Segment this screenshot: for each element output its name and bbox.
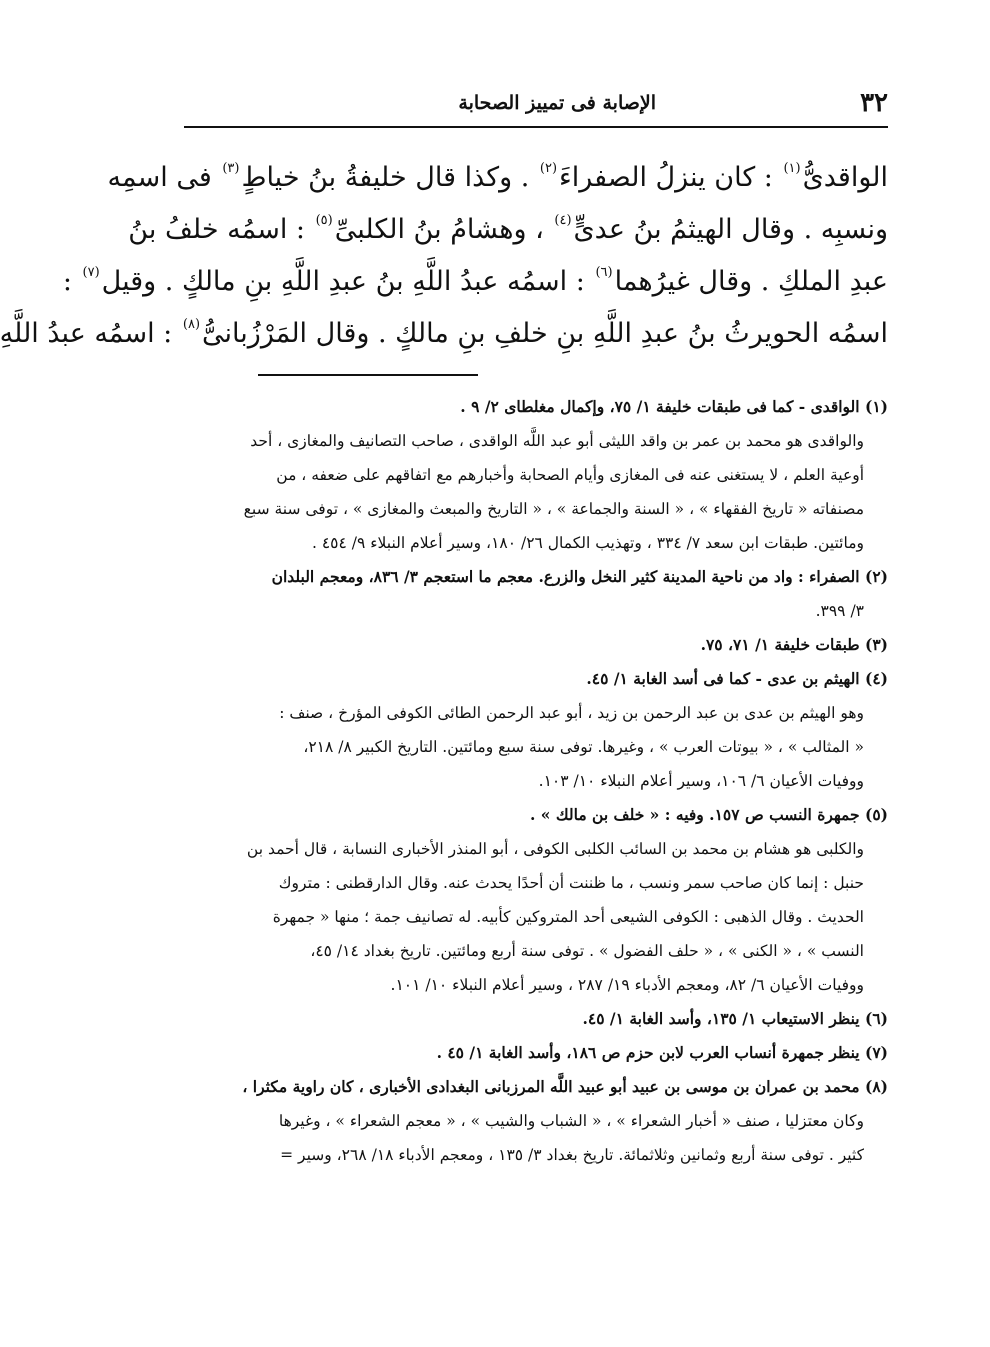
footnote-line: (٥) جمهرة النسب ص ١٥٧. وفيه : « خلف بن مالك » . [529,805,888,824]
footnote-line: وهو الهيثم بن عدى بن عبد الرحمن بن زيد ، أبو عبد الرحمن الطائى الكوفى المؤرخ ، صنف : [279,704,864,722]
footnote-separator [258,374,478,376]
footnote-marker: (٤) [554,213,572,228]
footnotes [184,390,888,1172]
footnote-line: ووفيات الأعيان ٦/ ١٠٦، وسير أعلام النبلاء ١٠/ ١٠٣. [538,772,864,790]
header-rule [184,126,888,128]
footnote-line: النسب » ، « الكنى » ، « حلف الفضول » . توفى سنة أربع ومائتين. تاريخ بغداد ١٤/ ٤٥، [310,942,864,960]
footnote-line: « المثالب » ، « بيوتات العرب » ، وغيرها. توفى سنة سبع ومائتين. التاريخ الكبير ٨/ ٢١٨، [303,738,864,756]
footnote-marker: (٥) [315,213,333,228]
main-line-3: عبدِ الملكِ . وقال غيرُهما$^{(٦)}$ : اسمُه عبدُ اللَّهِ بنُ عبدِ اللَّهِ بنِ مالكٍ . وقيل$^{(٧)}$ : [62,265,888,297]
footnote-line: (٢) الصفراء : واد من ناحية المدينة كثير النخل والزرع. معجم ما استعجم ٣/ ٨٣٦، ومعجم البلدان [271,567,888,586]
footnote-marker: (٢) [539,161,558,176]
footnote-marker: (٧) [82,265,100,280]
footnote-line: كثير . توفى سنة أربع وثمانين وثلاثمائة. تاريخ بغداد ٣/ ١٣٥ ، ومعجم الأدباء ١٨/ ٢٦٨، وسير = [280,1146,864,1164]
main-text [0,152,888,360]
footnote-line: والكلبى هو هشام بن محمد بن السائب الكلبى الكوفى ، أبو المنذر الأخبارى النسابة ، قال أحمد بن [246,840,864,858]
footnote-marker: (٣) [222,161,240,176]
footnote-line: مصنفاته « تاريخ الفقهاء » ، « السنة والجماعة » ، « التاريخ والمبعث والمغازى » ، توفى سنة سبع [243,500,864,518]
running-head [184,86,888,120]
footnote-line: ووفيات الأعيان ٦/ ٨٢، ومعجم الأدباء ١٩/ ٢٨٧ ، وسير أعلام النبلاء ١٠/ ١٠١. [390,976,864,994]
footnote-line: ومائتين. طبقات ابن سعد ٧/ ٣٣٤ ، وتهذيب الكمال ٢٦/ ١٨٠، وسير أعلام النبلاء ٩/ ٤٥٤ . [312,534,864,552]
page-number: ٣٢ [860,88,888,118]
main-line-2: ونسبِه . وقال الهيثمُ بنُ عدىٍّ$^{(٤)}$ ، وهشامُ بنُ الكلبىِّ$^{(٥)}$ : اسمُه خلفُ بنُ [128,213,888,245]
main-line-1: الواقدىُّ$^{(١)}$ : كان ينزلُ الصفراءَ$^{(٢)}$ . وكذا قال خليفةُ بنُ خياطٍ$^{(٣)}$ فى اسمِه [107,161,888,193]
footnote-line: حنبل : إنما كان صاحب سمر ونسب ، ما ظننت أن أحدًا يحدث عنه. وقال الدارقطنى : متروك [278,874,864,892]
footnote-line: (٦) ينظر الاستيعاب ١/ ١٣٥، وأسد الغابة ١/ ٤٥. [582,1009,888,1028]
footnote-line: (١) الواقدى - كما فى طبقات خليفة ١/ ٧٥، وإكمال مغلطاى ٢/ ٩ . [460,397,888,416]
main-line-4: اسمُه الحويرثُ بنُ عبدِ اللَّهِ بنِ خلفِ بنِ مالكٍ . وقال المَرْزُبانىُّ$^{(٨)}$ : اسمُه عبدُ اللَّهِ [0,317,888,349]
book-page [0,86,888,1172]
footnote-line: وكان معتزليا ، صنف « أخبار الشعراء » ، « الشباب والشيب » ، « معجم الشعراء » ، وغيرها [278,1112,864,1130]
footnote-marker: (١) [783,161,801,176]
footnote-line: الحديث . وقال الذهبى : الكوفى الشيعى أحد المتروكين كأبيه. له تصانيف جمة ؛ منها « جمهرة [272,908,864,926]
footnote-marker: (٦) [595,265,613,280]
footnote-line: (٧) ينظر جمهرة أنساب العرب لابن حزم ص ١٨٦، وأسد الغابة ١/ ٤٥ . [436,1043,888,1062]
footnote-line: (٤) الهيثم بن عدى - كما فى أسد الغابة ١/ ٤٥. [586,669,888,688]
footnote-line: ٣/ ٣٩٩. [815,602,864,620]
footnote-line: (٨) محمد بن عمران بن موسى بن عبيد أبو عبيد اللَّه المرزبانى البغدادى الأخبارى ، كان راوية مكثرا ، [242,1077,888,1096]
book-title: الإصابة فى تمييز الصحابة [458,92,656,114]
footnote-line: والواقدى هو محمد بن عمر بن واقد الليثى أبو عبد اللَّه الواقدى ، صاحب التصانيف والمغازى ، أحد [250,432,864,450]
footnote-line: (٣) طبقات خليفة ١/ ٧١، ٧٥. [700,635,888,654]
footnote-line: أوعية العلم ، لا يستغنى عنه فى المغازى وأيام الصحابة وأخبارهم مع اتفاقهم على ضعفه ، من [276,466,864,484]
footnote-marker: (٨) [182,317,201,332]
